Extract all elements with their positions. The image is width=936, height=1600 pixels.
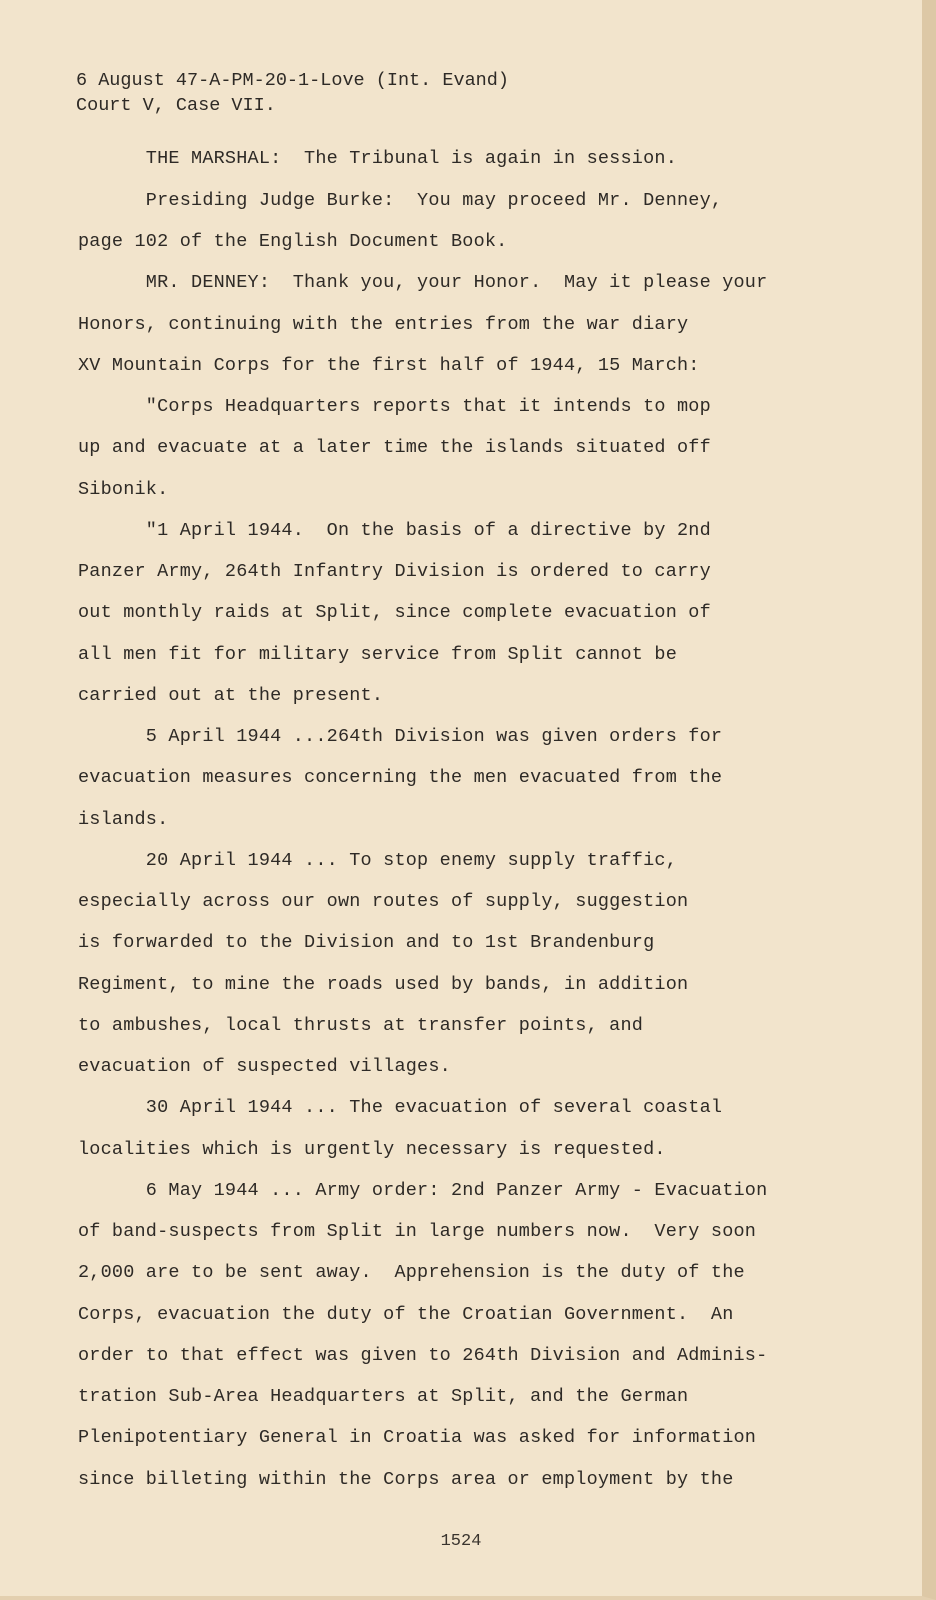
text-line: Regiment, to mine the roads used by bands, in addition [78, 974, 689, 995]
text-line: since billeting within the Corps area or employment by the [78, 1469, 734, 1490]
text-line: THE MARSHAL: The Tribunal is again in session. [78, 148, 677, 169]
text-line: 30 April 1944 ... The evacuation of several coastal [78, 1097, 723, 1118]
text-line: "Corps Headquarters reports that it intends to mop [78, 396, 711, 417]
page-number: 1524 [440, 1532, 482, 1551]
text-line: carried out at the present. [78, 685, 384, 706]
text-line: is forwarded to the Division and to 1st Brandenburg [78, 932, 655, 953]
text-line: "1 April 1944. On the basis of a directive by 2nd [78, 520, 711, 541]
text-line: Honors, continuing with the entries from the war diary [78, 314, 689, 335]
text-line: Presiding Judge Burke: You may proceed Mr. Denney, [78, 190, 723, 211]
text-line: evacuation measures concerning the men evacuated from the [78, 767, 723, 788]
text-line: to ambushes, local thrusts at transfer points, and [78, 1015, 644, 1036]
text-line: Sibonik. [78, 479, 169, 500]
text-line: 2,000 are to be sent away. Apprehension is the duty of the [78, 1262, 745, 1283]
text-line: evacuation of suspected villages. [78, 1056, 451, 1077]
header-line: 6 August 47-A-PM-20-1-Love (Int. Evand) [76, 70, 509, 91]
text-line: tration Sub-Area Headquarters at Split, and the German [78, 1386, 689, 1407]
text-line: Panzer Army, 264th Infantry Division is ordered to carry [78, 561, 711, 582]
text-line: of band-suspects from Split in large numbers now. Very soon [78, 1221, 757, 1242]
document-header [76, 68, 509, 118]
text-line: especially across our own routes of supply, suggestion [78, 891, 689, 912]
text-line: up and evacuate at a later time the islands situated off [78, 437, 711, 458]
text-line: MR. DENNEY: Thank you, your Honor. May it please your [78, 272, 768, 293]
text-line: out monthly raids at Split, since complete evacuation of [78, 602, 711, 623]
text-line: 20 April 1944 ... To stop enemy supply traffic, [78, 850, 677, 871]
text-line: Plenipotentiary General in Croatia was asked for information [78, 1427, 757, 1448]
text-line: order to that effect was given to 264th Division and Adminis- [78, 1345, 768, 1366]
text-line: page 102 of the English Document Book. [78, 231, 508, 252]
header-line: Court V, Case VII. [76, 95, 276, 116]
text-line: all men fit for military service from Split cannot be [78, 644, 677, 665]
text-line: localities which is urgently necessary is requested. [78, 1139, 666, 1160]
text-line: islands. [78, 809, 169, 830]
text-line: Corps, evacuation the duty of the Croatian Government. An [78, 1304, 734, 1325]
text-line: 6 May 1944 ... Army order: 2nd Panzer Army - Evacuation [78, 1180, 768, 1201]
text-line: XV Mountain Corps for the first half of 1944, 15 March: [78, 355, 700, 376]
text-line: 5 April 1944 ...264th Division was given orders for [78, 726, 723, 747]
